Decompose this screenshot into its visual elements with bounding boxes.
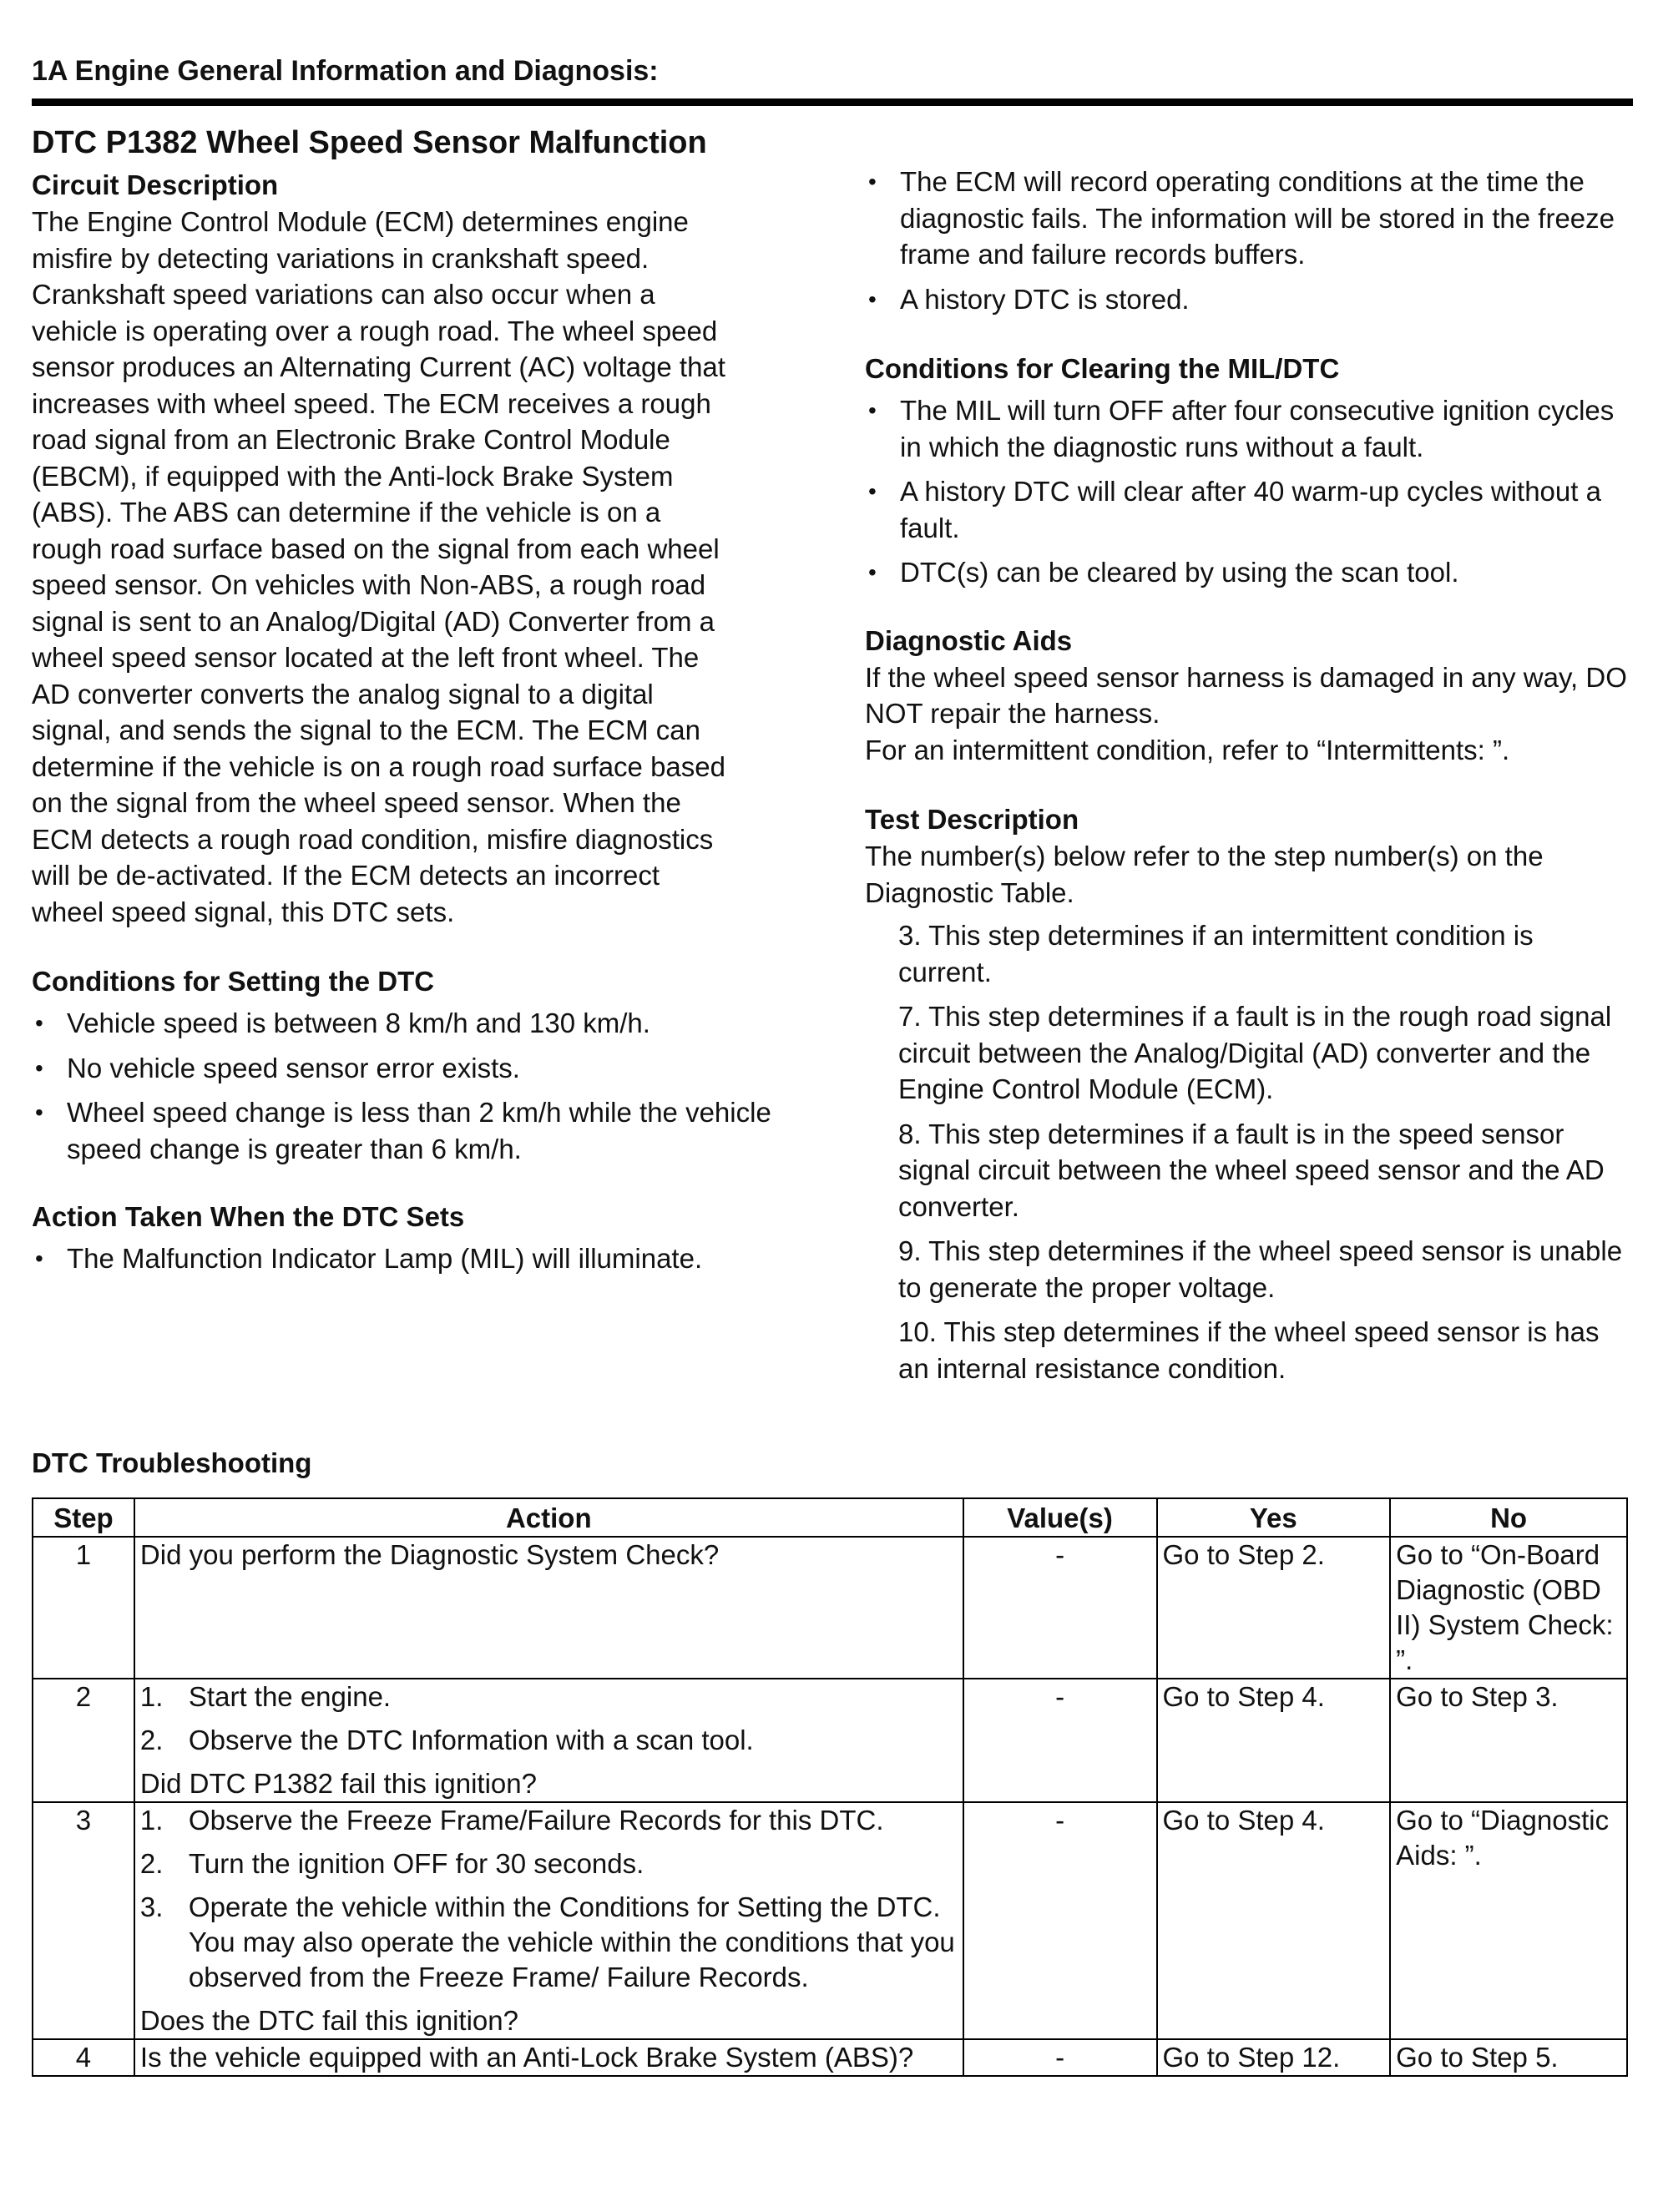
text-line: increases with wheel speed. The ECM receives a rough: [32, 387, 711, 419]
no-cell: Go to “Diagnostic Aids: ”.: [1390, 1802, 1627, 2039]
conditions-setting-list: [32, 1005, 808, 1167]
column-header: Action: [134, 1498, 963, 1537]
text-line: road signal from an Electronic Brake Control Module: [32, 424, 670, 455]
list-item: 3. This step determines if an intermittent condition is current.: [898, 920, 1534, 987]
action-item: 3. Operate the vehicle within the Conditions for Setting the DTC. You may also operate the vehicle within the conditions that you observed from the Freeze Frame/ Failure Records.: [139, 1891, 955, 1992]
section-header: 1A Engine General Information and Diagnosis:: [32, 55, 659, 87]
step-cell: 3: [33, 1802, 134, 2039]
text-line: Crankshaft speed variations can also occur when a: [32, 279, 655, 310]
text-line: wheel speed sensor located at the left front wheel. The: [32, 642, 700, 673]
list-item: • The MIL will turn OFF after four consecutive ignition cycles in which the diagnostic runs without a fault.: [865, 392, 1633, 465]
diagnostic-aids-heading: Diagnostic Aids: [865, 624, 1073, 656]
column-header: Yes: [1157, 1498, 1391, 1537]
no-cell: Go to Step 5.: [1390, 2039, 1627, 2076]
step-cell: 1: [33, 1537, 134, 1679]
action-cell: [134, 1679, 963, 1802]
text-line: signal is sent to an Analog/Digital (AD) Converter from a: [32, 605, 715, 637]
action-question: Did DTC P1382 fail this ignition?: [139, 1768, 537, 1799]
list-item: • No vehicle speed sensor error exists.: [32, 1050, 808, 1087]
list-item: 10. This step determines if the wheel speed sensor is has an internal resistance condition.: [898, 1316, 1600, 1384]
text-line: determine if the vehicle is on a rough road surface based: [32, 750, 725, 782]
text-line: rough road surface based on the signal from each wheel: [32, 533, 720, 564]
no-cell: Go to Step 3.: [1390, 1679, 1627, 1802]
text-line: (EBCM), if equipped with the Anti-lock Brake System: [32, 460, 674, 492]
circuit-description-heading: Circuit Description: [32, 169, 279, 200]
value-cell: -: [963, 2039, 1157, 2076]
yes-cell: Go to Step 2.: [1157, 1537, 1391, 1679]
text-line: on the signal from the wheel speed sensor. When the: [32, 787, 681, 818]
text-line: ECM detects a rough road condition, misfire diagnostics: [32, 823, 714, 855]
action-taken-heading: Action Taken When the DTC Sets: [32, 1201, 465, 1232]
diagnostic-aids-text: For an intermittent condition, refer to “Intermittents: ”.: [865, 734, 1510, 765]
action-question: Is the vehicle equipped with an Anti-Lock Brake System (ABS)?: [139, 2042, 914, 2073]
action-item: 1. Observe the Freeze Frame/Failure Records for this DTC.: [139, 1805, 884, 1836]
no-cell: Go to “On-Board Diagnostic (OBD II) System Check: ”.: [1390, 1537, 1627, 1679]
troubleshooting-table: [32, 1497, 1628, 2077]
text-line: will be de-activated. If the ECM detects an incorrect: [32, 860, 660, 891]
list-item: 7. This step determines if a fault is in the rough road signal circuit between the Analog/Digital (AD) converter and the Engine Control Module (ECM).: [898, 1001, 1612, 1104]
bullet-icon: •: [868, 169, 877, 194]
conditions-clearing-heading: Conditions for Clearing the MIL/DTC: [865, 353, 1340, 384]
troubleshooting-title: DTC Troubleshooting: [32, 1447, 312, 1478]
bullet-icon: •: [868, 285, 877, 312]
action-cell: [134, 1802, 963, 2039]
yes-cell: Go to Step 4.: [1157, 1679, 1391, 1802]
left-column: [32, 124, 808, 1285]
list-item: • DTC(s) can be cleared by using the scan tool.: [865, 554, 1633, 591]
bullet-icon: •: [868, 478, 877, 504]
text-line: wheel speed signal, this DTC sets.: [32, 896, 455, 927]
conditions-clearing-list: [865, 392, 1633, 591]
text-line: sensor produces an Alternating Current (AC) voltage that: [32, 351, 725, 382]
action-taken-list-continued: [865, 164, 1633, 317]
bullet-icon: •: [35, 1245, 43, 1271]
action-question: Did you perform the Diagnostic System Check?: [139, 1539, 720, 1570]
right-column: [865, 164, 1633, 1395]
value-cell: -: [963, 1802, 1157, 2039]
bullet-icon: •: [868, 397, 877, 423]
test-description-intro: The number(s) below refer to the step number(s) on the Diagnostic Table.: [865, 841, 1544, 908]
list-item: • The ECM will record operating conditions at the time the diagnostic fails. The information will be stored in the freeze frame and failure records buffers.: [865, 164, 1633, 273]
table-row: [33, 1537, 1627, 1679]
table-row: [33, 1679, 1627, 1802]
list-item: • A history DTC is stored.: [865, 281, 1633, 318]
conditions-setting-heading: Conditions for Setting the DTC: [32, 966, 435, 997]
action-cell: [134, 1537, 963, 1679]
action-taken-list: [32, 1240, 808, 1277]
list-item: • Wheel speed change is less than 2 km/h while the vehicle speed change is greater than 6 km/h.: [32, 1094, 808, 1167]
action-item: 2. Observe the DTC Information with a scan tool.: [139, 1725, 754, 1755]
list-item: 8. This step determines if a fault is in the speed sensor signal circuit between the wheel speed sensor and the AD converter.: [898, 1118, 1605, 1222]
text-line: signal, and sends the signal to the ECM. The ECM can: [32, 715, 700, 745]
list-item: • A history DTC will clear after 40 warm-up cycles without a fault.: [865, 473, 1633, 546]
text-line: AD converter converts the analog signal to a digital: [32, 678, 654, 710]
list-item: • Vehicle speed is between 8 km/h and 130 km/h.: [32, 1005, 808, 1042]
text-line: speed sensor. On vehicles with Non-ABS, a rough road: [32, 569, 706, 600]
text-line: The Engine Control Module (ECM) determines engine: [32, 206, 689, 237]
action-item: 1. Start the engine.: [139, 1681, 392, 1712]
action-question: Does the DTC fail this ignition?: [139, 2005, 518, 2036]
column-header: Step: [33, 1498, 134, 1537]
value-cell: -: [963, 1679, 1157, 1802]
column-header: No: [1390, 1498, 1627, 1537]
circuit-description-body: [32, 204, 808, 930]
list-item: 9. This step determines if the wheel speed sensor is unable to generate the proper voltage.: [898, 1235, 1623, 1303]
text-line: misfire by detecting variations in crankshaft speed.: [32, 242, 650, 274]
value-cell: -: [963, 1537, 1157, 1679]
text-line: vehicle is operating over a rough road. The wheel speed: [32, 315, 718, 346]
page-title: DTC P1382 Wheel Speed Sensor Malfunction: [32, 125, 707, 160]
bullet-icon: •: [35, 1054, 43, 1081]
page-header: [32, 52, 1633, 106]
test-description-steps: [865, 917, 1633, 1386]
action-cell: [134, 2039, 963, 2076]
yes-cell: Go to Step 4.: [1157, 1802, 1391, 2039]
action-item: 2. Turn the ignition OFF for 30 seconds.: [139, 1848, 644, 1879]
table-row: [33, 2039, 1627, 2076]
test-description-heading: Test Description: [865, 804, 1079, 835]
list-item: • The Malfunction Indicator Lamp (MIL) will illuminate.: [32, 1240, 808, 1277]
yes-cell: Go to Step 12.: [1157, 2039, 1391, 2076]
table-header-row: [33, 1498, 1627, 1537]
bullet-icon: •: [35, 1099, 43, 1125]
text-line: (ABS). The ABS can determine if the vehicle is on a: [32, 497, 661, 528]
step-cell: 2: [33, 1679, 134, 1802]
step-cell: 4: [33, 2039, 134, 2076]
column-header: Value(s): [963, 1498, 1157, 1537]
diagnostic-aids-text: If the wheel speed sensor harness is damaged in any way, DO NOT repair the harness.: [865, 661, 1627, 729]
bullet-icon: •: [868, 559, 877, 585]
bullet-icon: •: [35, 1010, 43, 1036]
table-row: [33, 1802, 1627, 2039]
